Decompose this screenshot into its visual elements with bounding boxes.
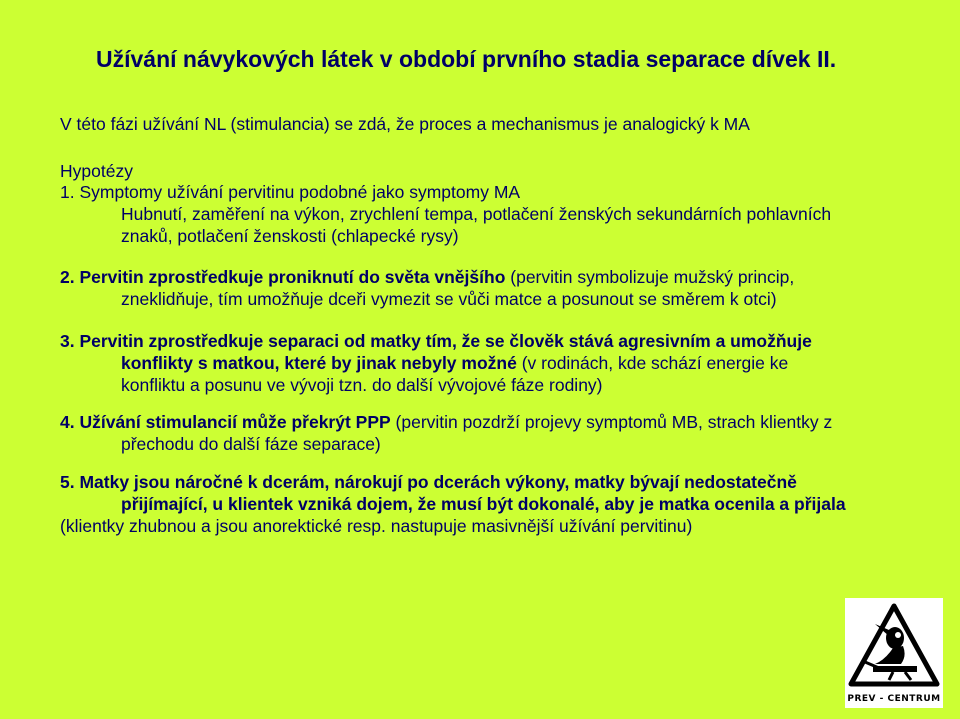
slide-title: Užívání návykových látek v období prvního stadia separace dívek II. xyxy=(96,46,837,72)
hypothesis-3-bold1: 3. Pervitin zprostředkuje separaci od matky tím, že se člověk stává agresivním a umožňuje xyxy=(60,331,812,351)
hypothesis-3-bold2: konflikty s matkou, které by jinak nebyly možné xyxy=(121,353,517,373)
logo-bird-icon xyxy=(845,598,943,690)
hypothesis-5-bold2: přijímající, u klientek vzniká dojem, že musí být dokonalé, aby je matka ocenila a přijala xyxy=(121,494,846,514)
hypothesis-3-rest2: (v rodinách, kde schází energie ke xyxy=(516,353,789,373)
logo-text: PREV - CENTRUM xyxy=(847,694,941,704)
hypothesis-2 xyxy=(60,266,920,310)
hypothesis-4-line2: přechodu do další fáze separace) xyxy=(121,434,381,454)
hypothesis-5-line3: (klientky zhubnou a jsou anorektické resp. nastupuje masivnější užívání pervitinu) xyxy=(60,516,693,536)
hypothesis-4-bold: 4. Užívání stimulancií může překrýt PPP xyxy=(60,412,391,432)
hypotheses-label: Hypotézy xyxy=(60,161,133,181)
intro-text: V této fázi užívání NL (stimulancia) se zdá, že proces a mechanismus je analogický k MA xyxy=(60,114,750,134)
prev-centrum-logo xyxy=(845,598,943,708)
hypothesis-4 xyxy=(60,411,920,455)
hypothesis-2-line2: zneklidňuje, tím umožňuje dceři vymezit se vůči matce a posunout se směrem k otci) xyxy=(121,289,777,309)
hypothesis-2-rest: (pervitin symbolizuje mužský princip, xyxy=(505,267,795,287)
hypothesis-1-line3: znaků, potlačení ženskosti (chlapecké rysy) xyxy=(121,226,459,246)
hypothesis-5-bold1: 5. Matky jsou náročné k dcerám, nárokují po dcerách výkony, matky bývají nedostatečně xyxy=(60,472,797,492)
hypothesis-3 xyxy=(60,330,920,396)
hypothesis-3-line3: konfliktu a posunu ve vývoji tzn. do další vývojové fáze rodiny) xyxy=(121,375,603,395)
hypothesis-1-head: 1. Symptomy užívání pervitinu podobné jako symptomy MA xyxy=(60,182,521,202)
hypothesis-2-bold: 2. Pervitin zprostředkuje proniknutí do světa vnějšího xyxy=(60,267,506,287)
hypothesis-4-rest: (pervitin pozdrží projevy symptomů MB, strach klientky z xyxy=(390,412,833,432)
hypothesis-1-line2: Hubnutí, zaměření na výkon, zrychlení tempa, potlačení ženských sekundárních pohlavních xyxy=(121,204,832,224)
hypothesis-5 xyxy=(60,471,920,537)
hypothesis-1 xyxy=(60,181,920,247)
